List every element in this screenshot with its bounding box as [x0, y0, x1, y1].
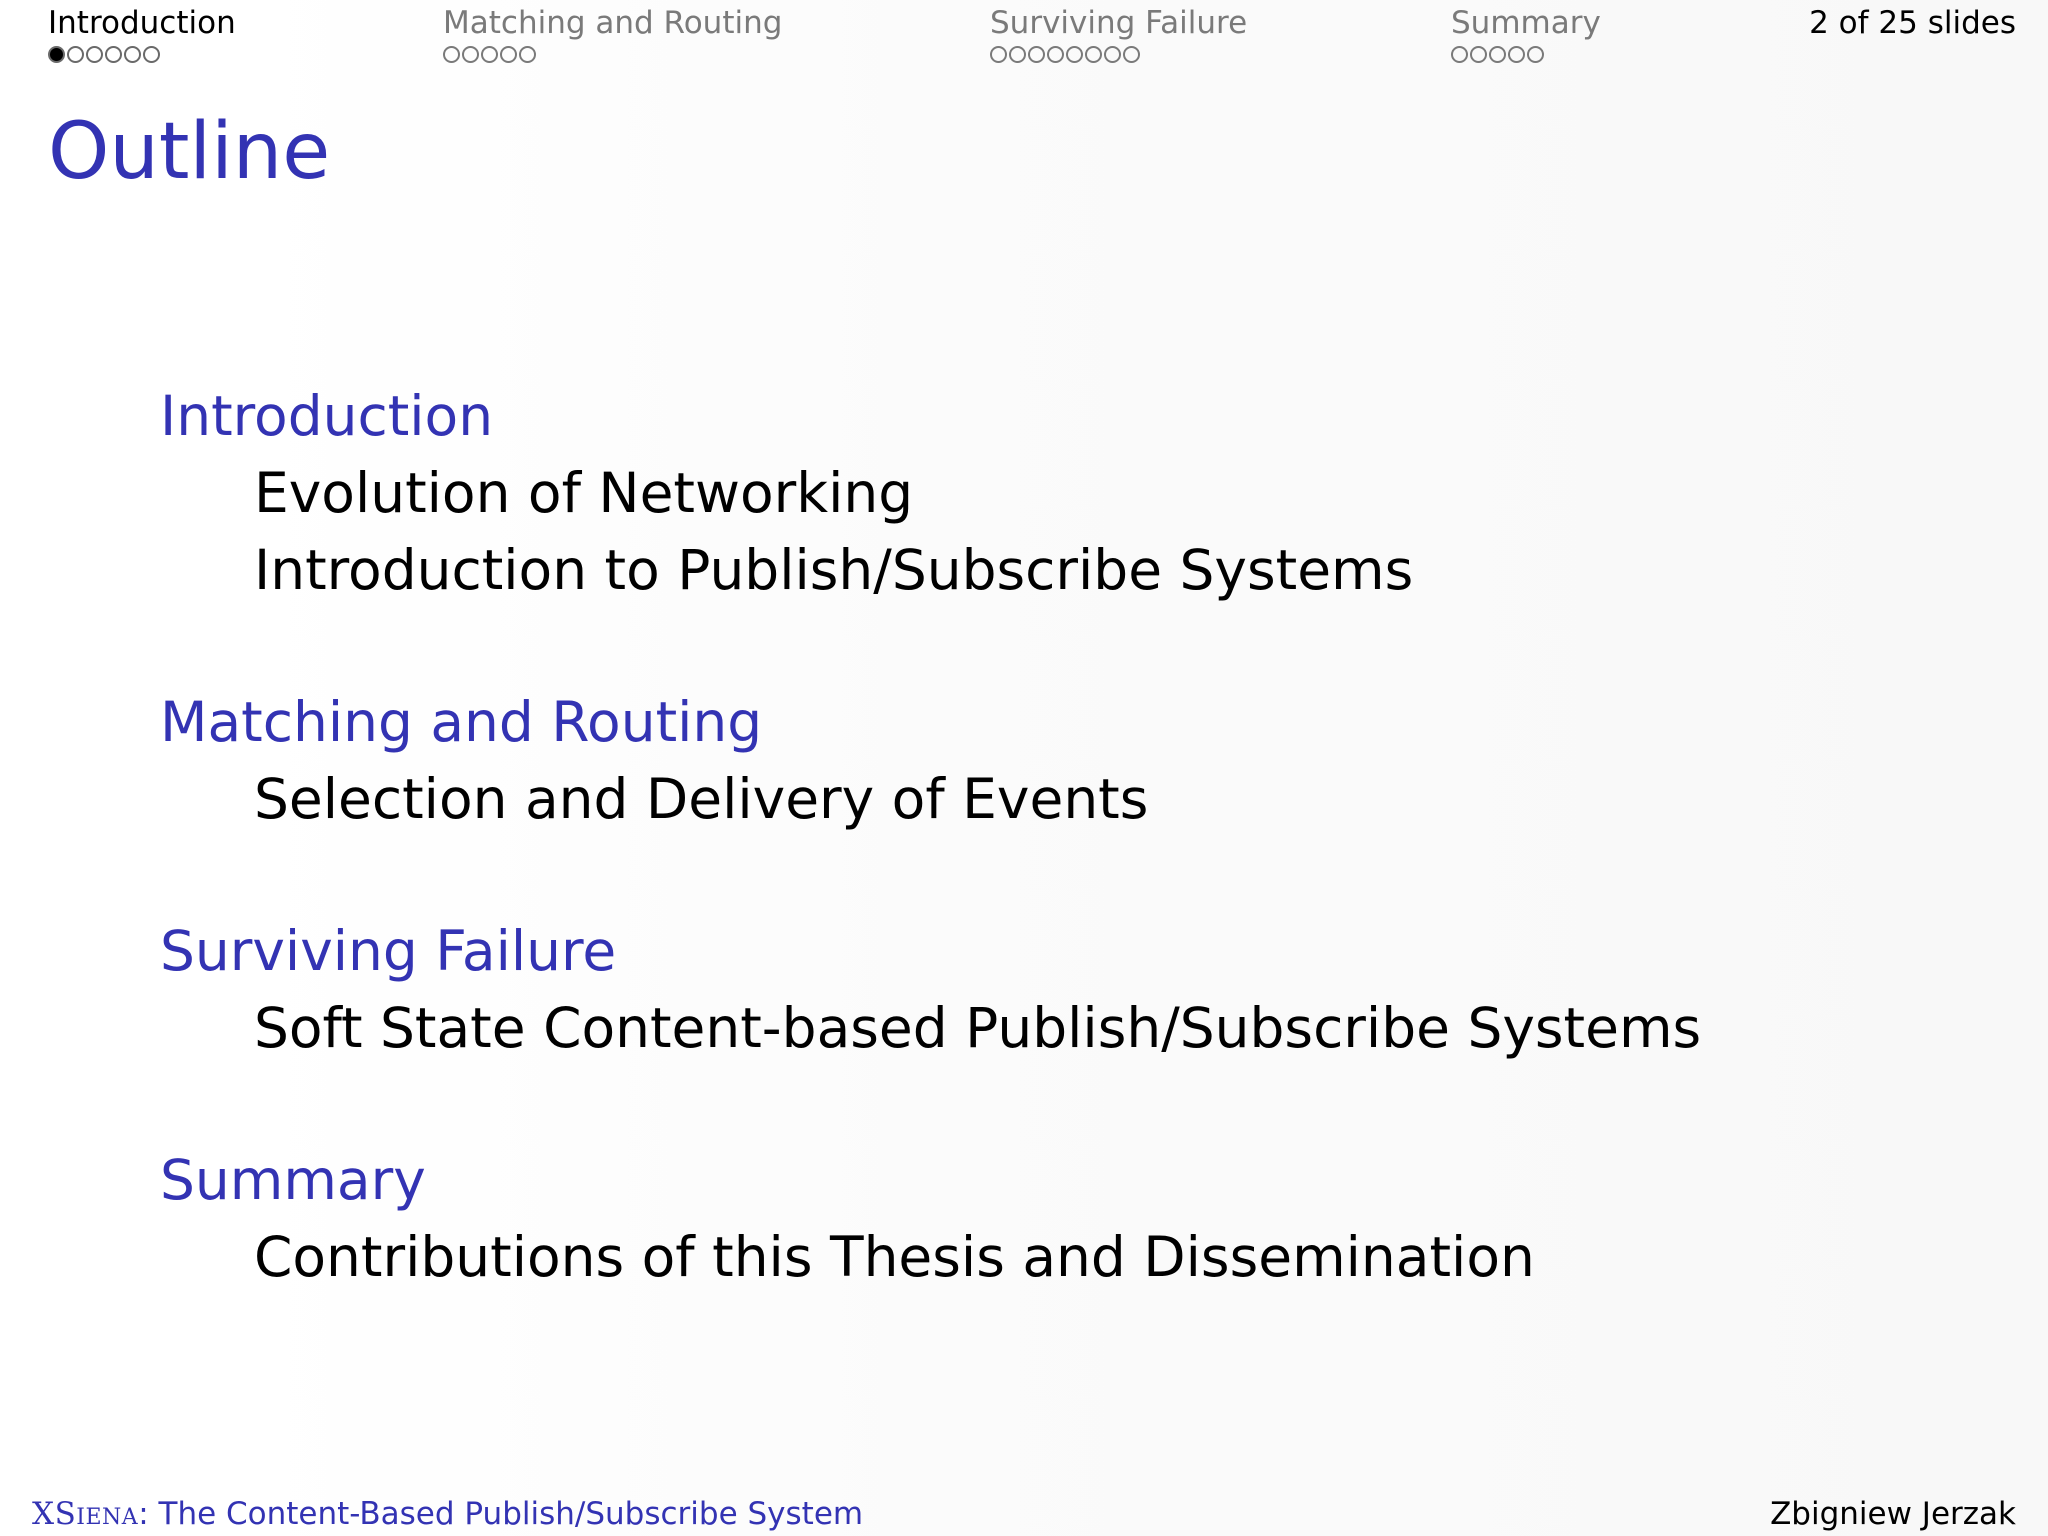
nav-slide-dot[interactable] — [1123, 46, 1140, 63]
outline-subsection[interactable]: Introduction to Publish/Subscribe Systems — [254, 538, 1414, 602]
slide-counter: 2 of 25 slides — [1809, 5, 2016, 41]
footer-presentation-title: : The Content-Based Publish/Subscribe System — [138, 1496, 864, 1532]
outline — [160, 378, 1960, 1296]
nav-slide-dot[interactable] — [1451, 46, 1468, 63]
nav-slide-dot-current[interactable] — [48, 46, 65, 63]
nav-slide-dot[interactable] — [481, 46, 498, 63]
nav-slide-dot[interactable] — [1028, 46, 1045, 63]
footer-title — [32, 1494, 863, 1534]
nav-slide-dot[interactable] — [143, 46, 160, 63]
frame-title: Outline — [48, 107, 331, 197]
nav-slide-dot[interactable] — [1085, 46, 1102, 63]
outline-section — [160, 1142, 1960, 1296]
nav-slide-dot[interactable] — [1508, 46, 1525, 63]
nav-section-introduction[interactable] — [48, 4, 236, 74]
nav-slide-dot[interactable] — [462, 46, 479, 63]
nav-section-label[interactable]: Introduction — [48, 5, 236, 41]
nav-slide-dot[interactable] — [519, 46, 536, 63]
nav-slide-dot[interactable] — [443, 46, 460, 63]
nav-section-matching-and-routing[interactable] — [443, 4, 782, 74]
outline-subsection[interactable]: Selection and Delivery of Events — [254, 767, 1149, 831]
outline-section-matching-and-routing[interactable]: Matching and Routing — [160, 690, 763, 754]
nav-slide-dot[interactable] — [67, 46, 84, 63]
nav-slide-dot[interactable] — [124, 46, 141, 63]
outline-section-summary[interactable]: Summary — [160, 1148, 426, 1212]
nav-section-summary[interactable] — [1451, 4, 1601, 74]
nav-slide-dot[interactable] — [1066, 46, 1083, 63]
outline-section — [160, 684, 1960, 838]
nav-section-label[interactable]: Surviving Failure — [990, 5, 1248, 41]
nav-slide-dots — [1451, 46, 1601, 63]
outline-section-surviving-failure[interactable]: Surviving Failure — [160, 919, 617, 983]
nav-section-label[interactable]: Matching and Routing — [443, 5, 783, 41]
nav-slide-dot[interactable] — [500, 46, 517, 63]
outline-subsection[interactable]: Contributions of this Thesis and Dissemination — [254, 1225, 1535, 1289]
nav-slide-dot[interactable] — [86, 46, 103, 63]
nav-slide-dots — [990, 46, 1247, 63]
outline-subsection[interactable]: Soft State Content-based Publish/Subscribe Systems — [254, 996, 1702, 1060]
footer-author: Zbigniew Jerzak — [1770, 1496, 2016, 1532]
nav-slide-dot[interactable] — [1489, 46, 1506, 63]
nav-slide-dots — [48, 46, 236, 63]
nav-slide-dot[interactable] — [1470, 46, 1487, 63]
nav-slide-dot[interactable] — [105, 46, 122, 63]
nav-slide-dots — [443, 46, 782, 63]
nav-slide-dot[interactable] — [1527, 46, 1544, 63]
footer-brand: XSiena — [32, 1496, 139, 1532]
outline-section — [160, 913, 1960, 1067]
outline-section — [160, 378, 1960, 609]
nav-section-surviving-failure[interactable] — [990, 4, 1247, 74]
nav-slide-dot[interactable] — [1009, 46, 1026, 63]
nav-slide-dot[interactable] — [1104, 46, 1121, 63]
footer — [32, 1490, 2016, 1534]
outline-subsection[interactable]: Evolution of Networking — [254, 461, 914, 525]
nav-slide-dot[interactable] — [990, 46, 1007, 63]
nav-slide-dot[interactable] — [1047, 46, 1064, 63]
outline-section-introduction[interactable]: Introduction — [160, 384, 494, 448]
nav-section-label[interactable]: Summary — [1451, 5, 1601, 41]
